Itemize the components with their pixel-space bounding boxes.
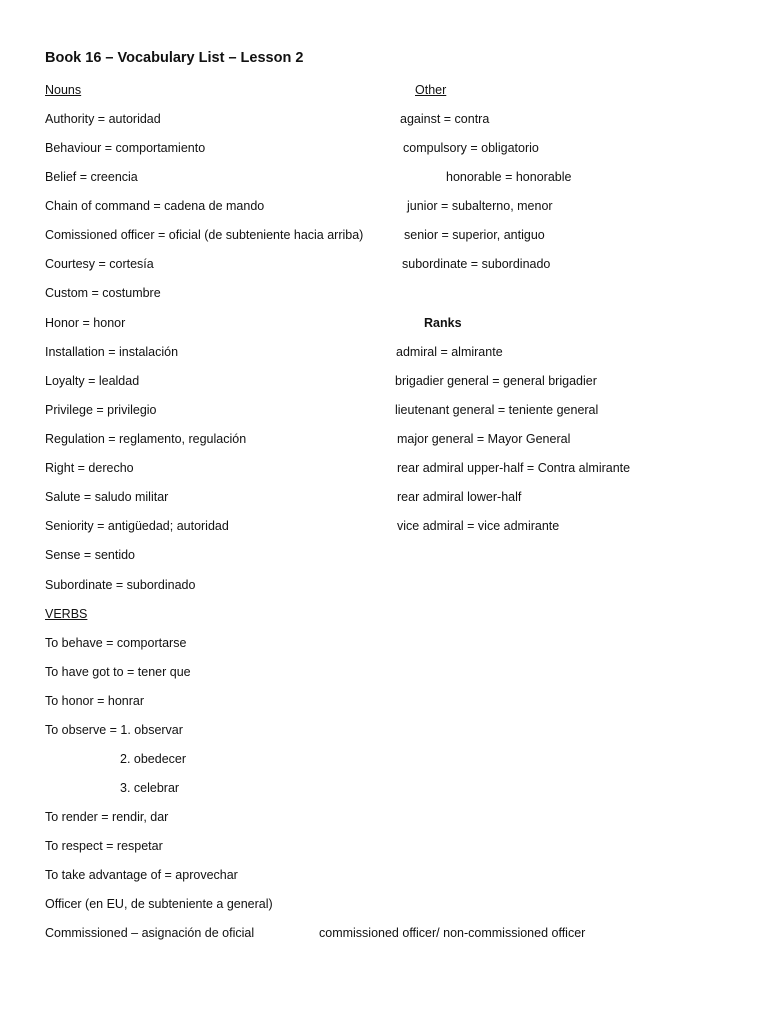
nouns-heading: Nouns: [45, 83, 82, 97]
noun-item: Custom = costumbre: [45, 286, 161, 300]
noun-item: Authority = autoridad: [45, 112, 161, 126]
verb-sub-item: 2. obedecer: [120, 752, 187, 766]
noun-item: Loyalty = lealdad: [45, 374, 140, 388]
verb-item: Officer (en EU, de subteniente a general): [45, 897, 273, 911]
noun-item: Seniority = antigüedad; autoridad: [45, 519, 229, 533]
noun-item: Chain of command = cadena de mando: [45, 199, 265, 213]
rank-item: rear admiral upper-half = Contra almirante: [397, 461, 631, 475]
verbs-heading: VERBS: [45, 607, 88, 621]
rank-item: major general = Mayor General: [397, 432, 571, 446]
noun-item: Right = derecho: [45, 461, 134, 475]
noun-item: Honor = honor: [45, 316, 126, 330]
other-item: junior = subalterno, menor: [407, 199, 553, 213]
other-item: honorable = honorable: [446, 170, 572, 184]
verb-item: To respect = respetar: [45, 839, 163, 853]
other-item: senior = superior, antiguo: [404, 228, 545, 242]
noun-item: Sense = sentido: [45, 548, 135, 562]
rank-item: admiral = almirante: [396, 345, 503, 359]
ranks-heading: Ranks: [424, 316, 462, 330]
verb-item: To have got to = tener que: [45, 665, 191, 679]
other-item: against = contra: [400, 112, 490, 126]
noun-item: Installation = instalación: [45, 345, 179, 359]
noun-item: Privilege = privilegio: [45, 403, 157, 417]
noun-item: Salute = saludo militar: [45, 490, 169, 504]
rank-item: rear admiral lower-half: [397, 490, 522, 504]
noun-item: Comissioned officer = oficial (de subteniente hacia arriba): [45, 228, 364, 242]
rank-item: brigadier general = general brigadier: [395, 374, 597, 388]
verb-item: To honor = honrar: [45, 694, 145, 708]
noun-item: Subordinate = subordinado: [45, 578, 196, 592]
noun-item: Regulation = reglamento, regulación: [45, 432, 247, 446]
other-item: subordinate = subordinado: [402, 257, 551, 271]
noun-item: Belief = creencia: [45, 170, 138, 184]
page-title: Book 16 – Vocabulary List – Lesson 2: [45, 50, 304, 66]
verb-item: To observe = 1. observar: [45, 723, 183, 737]
verb-sub-item: 3. celebrar: [120, 781, 180, 795]
rank-item: lieutenant general = teniente general: [395, 403, 599, 417]
verb-item: Commissioned – asignación de oficial: [45, 926, 255, 940]
noun-item: Courtesy = cortesía: [45, 257, 154, 271]
verb-item: To take advantage of = aprovechar: [45, 868, 238, 882]
rank-item: vice admiral = vice admirante: [397, 519, 560, 533]
other-item: compulsory = obligatorio: [403, 141, 539, 155]
verb-item: To render = rendir, dar: [45, 810, 169, 824]
commissioned-note: commissioned officer/ non-commissioned officer: [319, 926, 586, 940]
verb-item: To behave = comportarse: [45, 636, 187, 650]
other-heading: Other: [415, 83, 447, 97]
noun-item: Behaviour = comportamiento: [45, 141, 206, 155]
